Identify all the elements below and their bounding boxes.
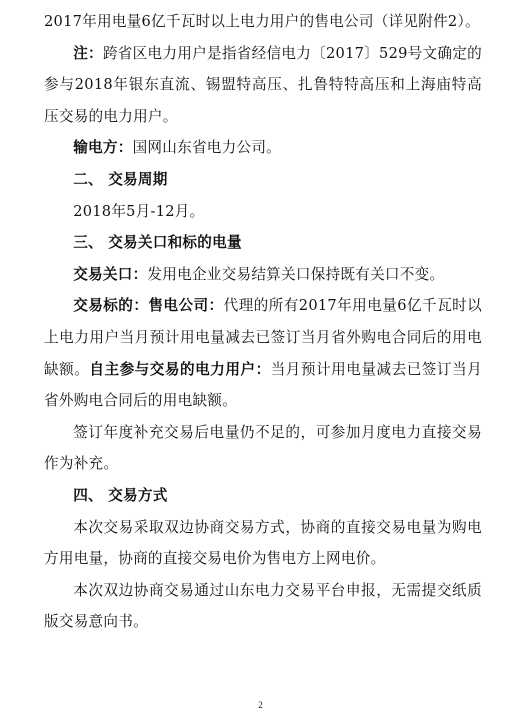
transmitter-label: 输电方： [73,139,133,157]
paragraph-supplement: 签订年度补充交易后电量仍不足的，可参加月度电力直接交易作为补充。 [44,423,482,473]
paragraph-transmitter [44,132,482,164]
retail-label: 售电公司： [148,297,224,315]
section-heading-period: 二、 交易周期 [73,170,168,188]
paragraph-note [44,38,482,133]
section-heading-gate: 三、 交易关口和标的电量 [73,234,242,252]
paragraph-gate [44,259,482,291]
paragraph-retail-companies [44,6,482,38]
transmitter-text: 国网山东省电力公司。 [132,139,282,157]
page-number: 2 [258,700,263,710]
retail-text: 代理的所有2017年用电量6亿千瓦时以上电力用户当月预计用电量减去已签订当月省外购电合同后的用电缺额。 [44,297,482,378]
document-body [44,6,482,638]
paragraph-method-1: 本次交易采取双边协商交易方式，协商的直接交易电量为购电方用电量，协商的直接交易电价为售电方上网电价。 [44,518,482,568]
self-trading-text: 当月预计用电量减去已签订当月省外购电合同后的用电缺额。 [44,360,482,410]
paragraph-text: 2017年用电量6亿千瓦时以上电力用户的售电公司（详见附件2）。 [44,13,480,30]
paragraph-period: 2018年5月-12月。 [73,202,205,220]
paragraph-method-2: 本次双边协商交易通过山东电力交易平台申报，无需提交纸质版交易意向书。 [44,581,482,631]
self-trading-label: 自主参与交易的电力用户： [89,360,271,378]
section-heading-method: 四、 交易方式 [73,486,168,504]
paragraph-target [44,290,482,416]
gate-label: 交易关口： [73,265,148,283]
note-label: 注： [73,44,103,62]
target-label: 交易标的： [73,297,149,315]
gate-text: 发用电企业交易结算关口保持既有关口不变。 [147,265,445,283]
note-text: 跨省区电力用户是指省经信电力〔2017〕529号文确定的参与2018年银东直流、锡盟特高压、扎鲁特特高压和上海庙特高压交易的电力用户。 [44,44,482,125]
